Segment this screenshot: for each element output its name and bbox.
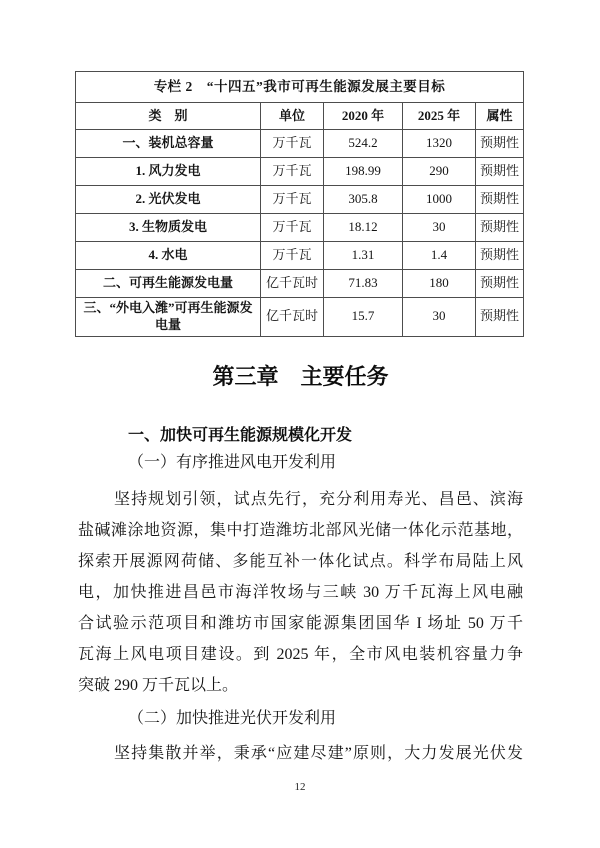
table-cell-2025: 180 (403, 270, 476, 298)
paragraph-wind (78, 484, 523, 701)
col-header-2020: 2020 年 (324, 103, 403, 130)
table-cell-2020: 1.31 (324, 242, 403, 270)
table-cell-attribute: 预期性 (476, 130, 524, 158)
table-cell-unit: 万千瓦 (261, 130, 324, 158)
table-cell-unit: 亿千瓦时 (261, 298, 324, 337)
body-line: 坚持规划引领，试点先行，充分利用寿光、昌邑、滨海 (114, 490, 523, 508)
renewable-energy-goals-table (75, 71, 524, 337)
table-cell-category: 二、可再生能源发电量 (76, 270, 261, 298)
table-row (76, 242, 524, 270)
table-cell-attribute: 预期性 (476, 214, 524, 242)
table-cell-2025: 290 (403, 158, 476, 186)
table-cell-2020: 305.8 (324, 186, 403, 214)
table-cell-attribute: 预期性 (476, 298, 524, 337)
col-header-2025: 2025 年 (403, 103, 476, 130)
body-line: 坚持集散并举，秉承“应建尽建”原则，大力发展光伏发 (114, 744, 523, 762)
table-cell-2020: 18.12 (324, 214, 403, 242)
table-cell-2020: 524.2 (324, 130, 403, 158)
table-row (76, 186, 524, 214)
table-cell-category: 4. 水电 (76, 242, 261, 270)
table-row (76, 270, 524, 298)
body-line: 盐碱滩涂地资源，集中打造潍坊北部风光储一体化示范基地， (78, 521, 523, 539)
table-cell-unit: 万千瓦 (261, 242, 324, 270)
table-cell-attribute: 预期性 (476, 270, 524, 298)
sub-heading-wind: （一）有序推进风电开发利用 (128, 453, 337, 471)
table-cell-category: 3. 生物质发电 (76, 214, 261, 242)
table-cell-unit: 亿千瓦时 (261, 270, 324, 298)
body-line: 合试验示范项目和潍坊市国家能源集团国华 I 场址 50 万千 (78, 614, 523, 632)
table-cell-unit: 万千瓦 (261, 186, 324, 214)
table-cell-unit: 万千瓦 (261, 158, 324, 186)
table-cell-attribute: 预期性 (476, 158, 524, 186)
table-title-row (76, 72, 524, 103)
table-cell-2025: 1.4 (403, 242, 476, 270)
table-row (76, 158, 524, 186)
table-cell-2025: 1000 (403, 186, 476, 214)
sub-heading-solar: （二）加快推进光伏开发利用 (128, 709, 337, 727)
table-cell-unit: 万千瓦 (261, 214, 324, 242)
table-cell-2025: 30 (403, 298, 476, 337)
table-cell-2025: 1320 (403, 130, 476, 158)
col-header-category: 类 别 (76, 103, 261, 130)
table-row (76, 130, 524, 158)
table-cell-attribute: 预期性 (476, 242, 524, 270)
body-line: 电，加快推进昌邑市海洋牧场与三峡 30 万千瓦海上风电融 (78, 583, 523, 601)
table-cell-category: 一、装机总容量 (76, 130, 261, 158)
body-line: 探索开展源网荷储、多能互补一体化试点。科学布局陆上风 (78, 552, 523, 570)
table-cell-2020: 198.99 (324, 158, 403, 186)
col-header-unit: 单位 (261, 103, 324, 130)
table-row (76, 214, 524, 242)
table-cell-2020: 71.83 (324, 270, 403, 298)
table-row (76, 298, 524, 337)
table-cell-category: 1. 风力发电 (76, 158, 261, 186)
section-heading: 一、加快可再生能源规模化开发 (128, 426, 353, 444)
col-header-attribute: 属性 (476, 103, 524, 130)
table-header-row (76, 103, 524, 130)
chapter-title: 第三章 主要任务 (212, 363, 389, 389)
table-title: 专栏 2 “十四五”我市可再生能源发展主要目标 (76, 72, 524, 103)
body-line: 突破 290 万千瓦以上。 (78, 676, 239, 694)
page-number: 12 (294, 781, 306, 793)
body-line: 瓦海上风电项目建设。到 2025 年，全市风电装机容量力争 (78, 645, 523, 663)
table-cell-category: 三、“外电入潍”可再生能源发电量 (76, 298, 261, 337)
table-cell-2020: 15.7 (324, 298, 403, 337)
paragraph-solar (78, 738, 523, 769)
table-cell-category: 2. 光伏发电 (76, 186, 261, 214)
table-cell-attribute: 预期性 (476, 186, 524, 214)
table-cell-2025: 30 (403, 214, 476, 242)
